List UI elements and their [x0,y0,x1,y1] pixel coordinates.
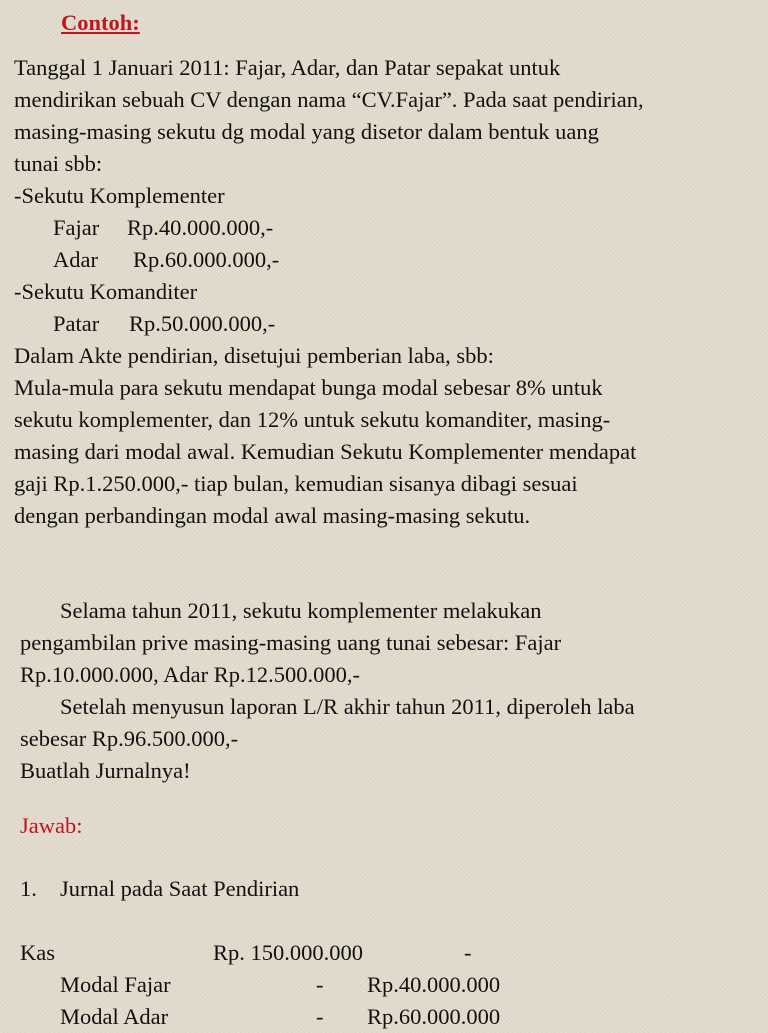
agreement-line: Mula-mula para sekutu mendapat bunga modal sebesar 8% untuk [14,375,603,400]
partner-name: Adar [53,247,98,272]
prive-line: Selama tahun 2011, sekutu komplementer melakukan [60,598,542,623]
journal-credit: Rp.60.000.000 [367,1004,501,1029]
journal-debit: - [316,1004,324,1029]
partner-capital: Rp.50.000.000,- [129,311,276,336]
journal-account: Kas [20,940,55,965]
agreement-line: dengan perbandingan modal awal masing-masing sekutu. [14,503,531,528]
journal-credit: - [464,940,472,965]
instruction: Buatlah Jurnalnya! [20,758,191,783]
answer-label: Jawab: [20,813,83,838]
intro-line: tunai sbb: [14,151,103,176]
agreement-line: gaji Rp.1.250.000,- tiap bulan, kemudian sisanya dibagi sesuai [14,471,578,496]
intro-line: Tanggal 1 Januari 2011: Fajar, Adar, dan Patar sepakat untuk [14,55,561,80]
intro-line: masing-masing sekutu dg modal yang disetor dalam bentuk uang [14,119,599,144]
journal-account: Modal Adar [60,1004,169,1029]
partner-name: Patar [53,311,100,336]
komanditer-title: -Sekutu Komanditer [14,279,198,304]
agreement-line: masing dari modal awal. Kemudian Sekutu Komplementer mendapat [14,439,637,464]
step-number: 1. [20,876,37,901]
komplementer-title: -Sekutu Komplementer [14,183,225,208]
step-title: Jurnal pada Saat Pendirian [60,876,300,901]
journal-debit: Rp. 150.000.000 [213,940,364,965]
journal-account: Modal Fajar [60,972,171,997]
agreement-line: Dalam Akte pendirian, disetujui pemberian laba, sbb: [14,343,494,368]
partner-capital: Rp.60.000.000,- [133,247,280,272]
agreement-line: sekutu komplementer, dan 12% untuk sekutu komanditer, masing- [14,407,611,432]
example-heading: Contoh: [61,10,140,35]
prive-line: pengambilan prive masing-masing uang tunai sebesar: Fajar [20,630,562,655]
intro-line: mendirikan sebuah CV dengan nama “CV.Fajar”. Pada saat pendirian, [14,87,644,112]
profit-line: Setelah menyusun laporan L/R akhir tahun 2011, diperoleh laba [60,694,635,719]
partner-name: Fajar [53,215,100,240]
journal-debit: - [316,972,324,997]
profit-line: sebesar Rp.96.500.000,- [20,726,239,751]
journal-credit: Rp.40.000.000 [367,972,501,997]
partner-capital: Rp.40.000.000,- [127,215,274,240]
prive-line: Rp.10.000.000, Adar Rp.12.500.000,- [20,662,360,687]
